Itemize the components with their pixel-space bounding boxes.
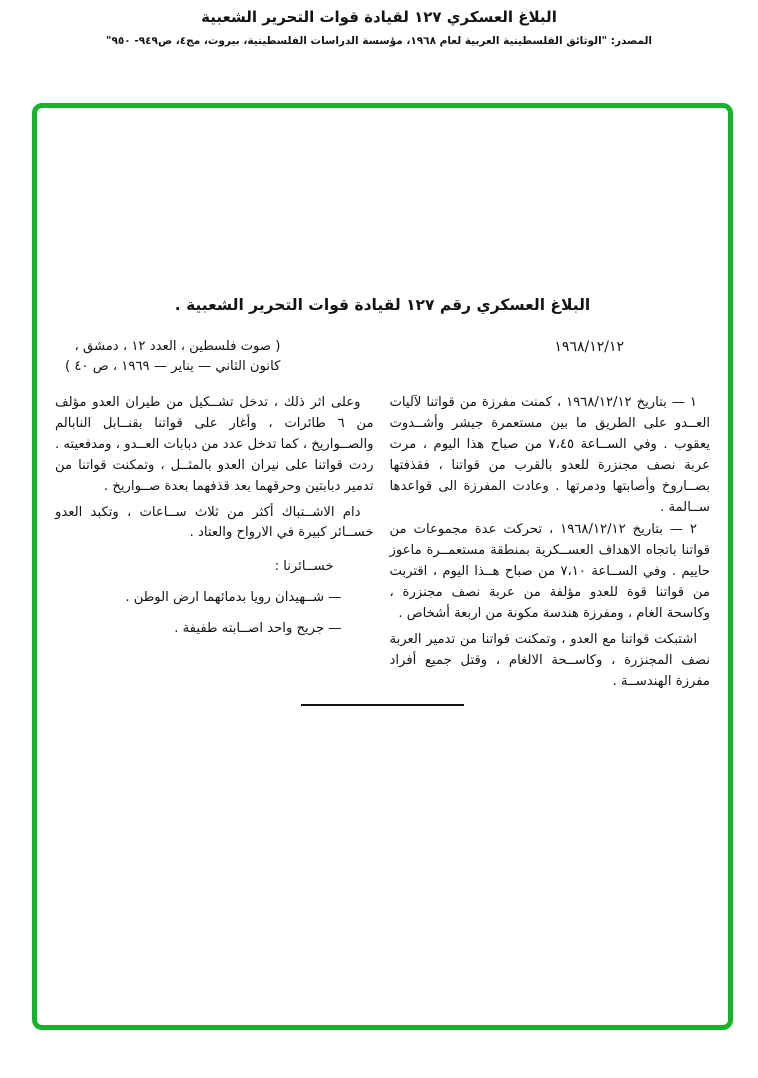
- column-left: [55, 393, 374, 695]
- communique-date: ١٩٦٨/١٢/١٢: [554, 339, 624, 355]
- loss-item-2: — جريح واحد اصــابته طفيفة .: [174, 621, 342, 637]
- column-right: [390, 393, 711, 695]
- body-columns: [55, 393, 710, 695]
- citation-line-1: ( صوت فلسطين ، العدد ١٢ ، دمشق ،: [74, 339, 281, 354]
- paragraph-4: وعلى اثر ذلك ، تدخل تشــكيل من طيران العدو مؤلف من ٦ طائرات ، وأغار على قواتنا بقنــابل النابالم والصــواريخ ، كما تدخل عدد من دبابات العــدو ، ومدفعيته . ردت قواتنا على نيران العدو بالمثــل ، وتمكنت قواتنا من تدمير دبابتين وحرقهما بعد قذفهما بعدة صــواريخ .: [55, 395, 374, 494]
- document-content: [37, 108, 728, 706]
- page-header-source: المصدر: "الوثائق الفلسطينية العربية لعام ١٩٦٨، مؤسسة الدراسات الفلسطينية، بيروت، مج٤، ص٩٤٩- ٩٥٠": [105, 35, 653, 47]
- paragraph-2: ٢ — بتاريخ ١٩٦٨/١٢/١٢ ، تحركت عدة مجموعات من قواتنا باتجاه الاهداف العســكرية بمنطقة مستعمــرة ماعوز حاييم . وفي الســاعة ٧،١٠ من صباح هــذا اليوم ، اقتربت من قواتنا قوة للعدو مؤلفة من عربة نصف مجنزرة ، وكاسحة الغام ، ومفرزة هندسة مكونة من اربعة أشخاص .: [389, 522, 710, 622]
- paragraph-1: ١ — بتاريخ ١٩٦٨/١٢/١٢ ، كمنت مفرزة من قواتنا لآليات العــدو على الطريق ما بين مستعمرة جيشر وأشــدوت يعقوب . وفي الســاعة ٧،٤٥ من صباح هذا اليوم ، مرت عربة نصف مجنزرة للعدو بالقرب من قواتنا ، فقذفتها بصــاروخ وأصابتها ودمرتها . وعادت المفرزة الى قواعدها ســالمة .: [389, 395, 711, 515]
- meta-row: [55, 337, 710, 377]
- document-frame: [32, 103, 733, 1030]
- paragraph-5: دام الاشــتباك أكثر من ثلاث ســاعات ، وتكبد العدو خســائر كبيرة في الارواح والعتاد .: [55, 504, 374, 541]
- page-header: [0, 6, 758, 48]
- communique-title: البلاغ العسكري رقم ١٢٧ لقيادة قوات التحرير الشعبية .: [174, 296, 591, 314]
- loss-item-1: — شــهيدان رويا بدمائهما ارض الوطن .: [125, 590, 342, 606]
- citation-block: [65, 337, 280, 377]
- paragraph-3: اشتبكت قواتنا مع العدو ، وتمكنت قواتنا من تدمير العربة نصف المجنزرة ، وكاســحة الالغام ، وقتل جميع أفراد مفرزة الهندســة .: [389, 631, 710, 689]
- losses-heading: خســائرنا :: [274, 559, 334, 575]
- page-header-title: البلاغ العسكري ١٢٧ لقيادة قوات التحرير الشعبية: [201, 8, 557, 26]
- footer-divider-line: [301, 704, 464, 706]
- citation-line-2: كانون الثاني — يناير — ١٩٦٩ ، ص ٤٠ ): [65, 359, 281, 374]
